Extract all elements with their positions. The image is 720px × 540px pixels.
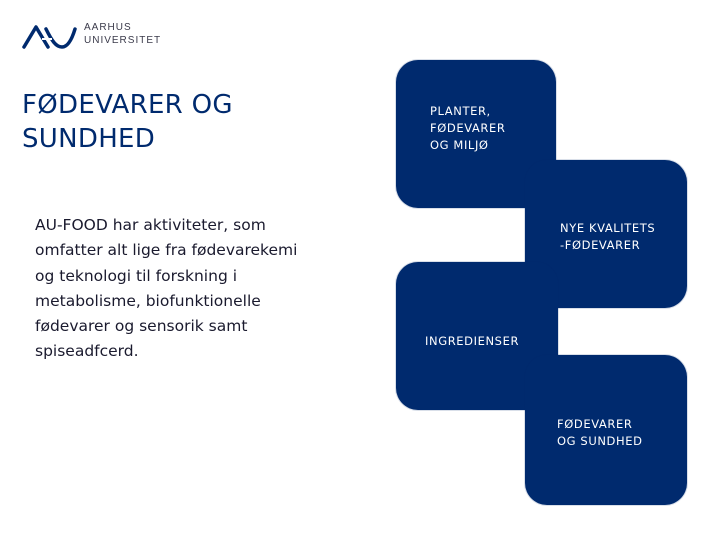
body-line: og teknologi til forskning i	[35, 266, 238, 285]
tile-label-line: INGREDIENSER	[425, 334, 520, 348]
body-line: omfatter alt lige fra fødevarekemi	[35, 241, 298, 260]
tile-label-line: PLANTER,	[430, 104, 491, 118]
title-line-1: FØDEVARER OG	[22, 90, 233, 120]
logo-wordmark	[84, 21, 161, 47]
body-line: fødevarer og sensorik samt	[35, 317, 248, 336]
logo-line-2: UNIVERSITET	[84, 35, 162, 46]
tile-label-line: FØDEVARER	[430, 121, 506, 135]
tile-label	[430, 103, 505, 154]
tile-foedevarer-og-sundhed[interactable]	[525, 355, 687, 505]
logo-line-1: AARHUS	[84, 22, 132, 33]
title-line-2: SUNDHED	[22, 124, 156, 154]
tile-label-line: OG MILJØ	[430, 138, 489, 152]
tile-label-line: FØDEVARER	[557, 417, 633, 431]
body-line: AU-FOOD har aktiviteter, som	[35, 216, 266, 234]
body-line: spiseadfcerd.	[35, 342, 139, 361]
body-paragraph	[35, 213, 380, 365]
tile-label-line: -FØDEVARER	[560, 238, 641, 252]
tile-label-line: OG SUNDHED	[557, 434, 643, 448]
tile-label	[557, 416, 643, 450]
tile-label	[560, 220, 655, 254]
body-line: metabolisme, biofunktionelle	[35, 291, 261, 310]
tile-label	[425, 333, 519, 350]
au-logo-icon	[22, 23, 78, 51]
au-logo[interactable]	[22, 20, 172, 52]
page-title	[22, 88, 322, 156]
tile-label-line: NYE KVALITETS	[560, 221, 656, 235]
